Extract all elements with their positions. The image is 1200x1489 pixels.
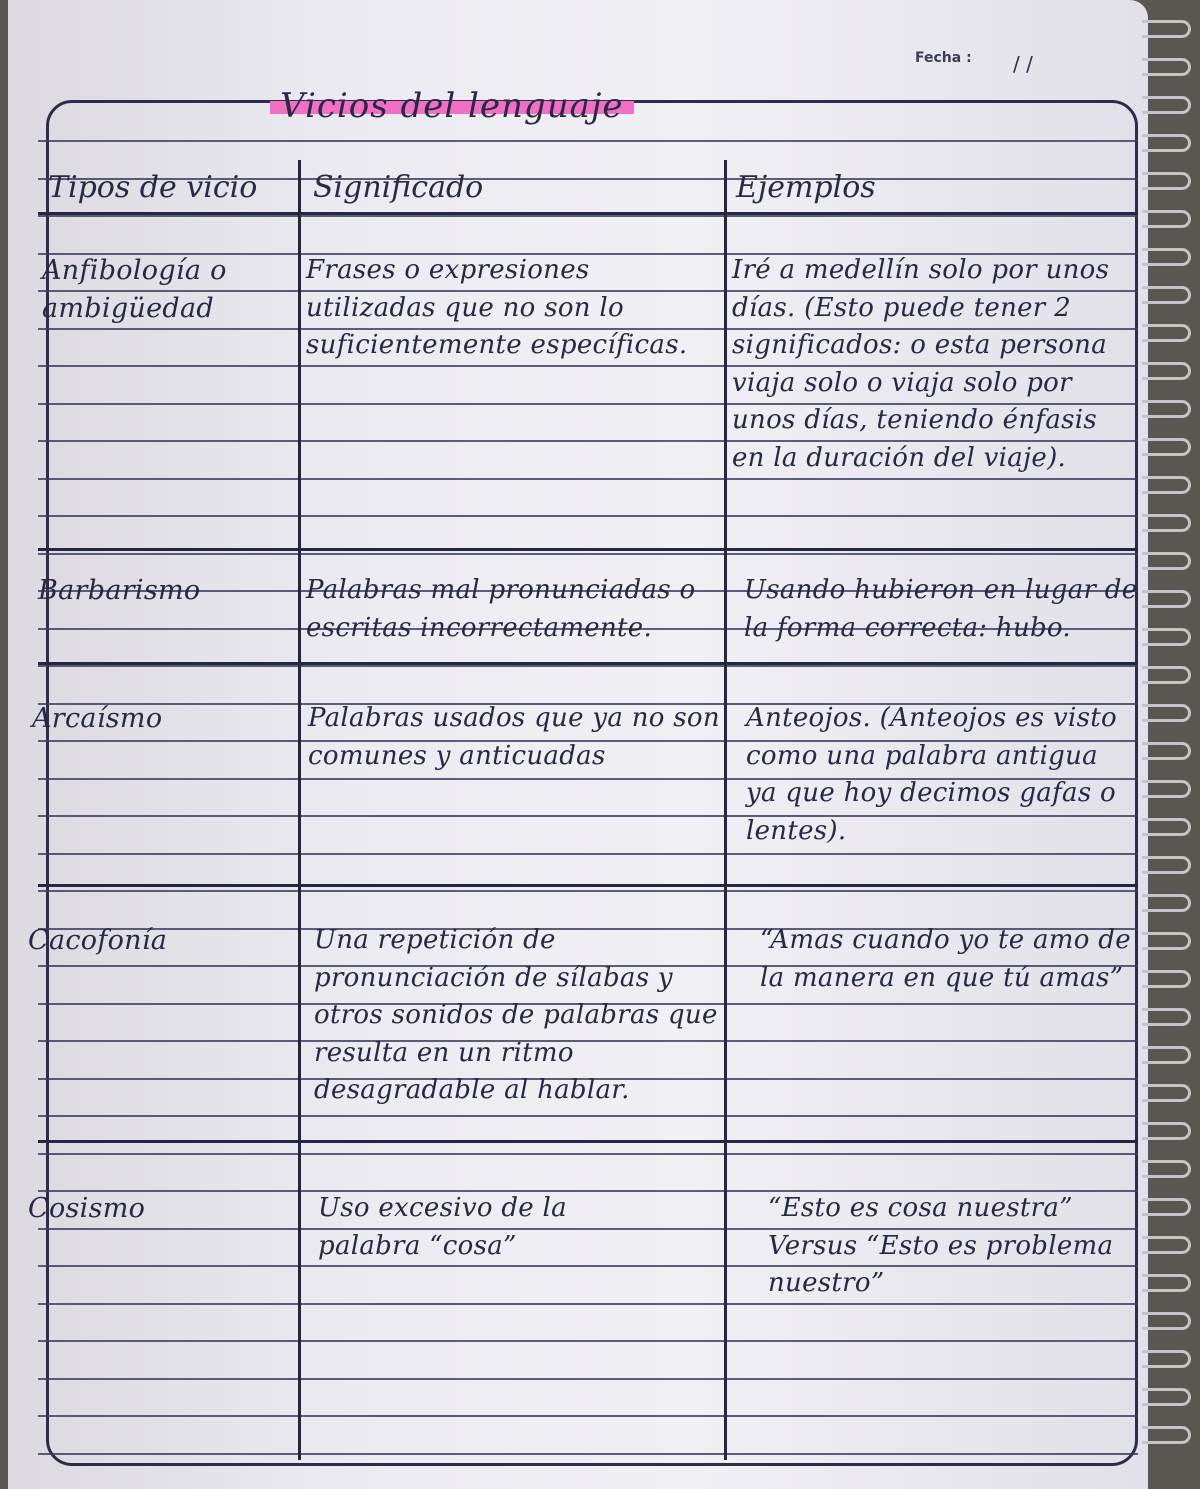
binding-ring — [1142, 628, 1191, 646]
ruled-line — [38, 1303, 1138, 1305]
ruled-line — [38, 140, 1138, 142]
row-arcaismo-significado: Palabras usados que ya no son comunes y anticuadas — [308, 703, 720, 771]
row-separator — [38, 884, 1138, 887]
ruled-line — [38, 853, 1138, 855]
ruled-line — [38, 890, 1138, 892]
binding-ring — [1142, 1160, 1191, 1178]
binding-ring — [1142, 780, 1191, 798]
ruled-line — [38, 1415, 1138, 1417]
binding-ring — [1142, 742, 1191, 760]
binding-ring — [1142, 1008, 1191, 1026]
row-cosismo-significado: Uso excesivo de la palabra “cosa” — [318, 1193, 567, 1261]
binding-ring — [1142, 1122, 1191, 1140]
binding-ring — [1142, 324, 1191, 342]
binding-ring — [1142, 970, 1191, 988]
date-label: Fecha : — [915, 50, 972, 66]
row-anfibologia-tipo: Anfibología o ambigüedad — [42, 255, 227, 324]
binding-ring — [1142, 1312, 1191, 1330]
row-separator — [38, 662, 1138, 665]
ruled-line — [38, 1378, 1138, 1380]
column-header-tipos: Tipos de vicio — [48, 170, 258, 205]
binding-ring — [1142, 704, 1191, 722]
row-cosismo-ejemplo: “Esto es cosa nuestra” Versus “Esto es problema nuestro” — [768, 1193, 1114, 1298]
row-barbarismo-significado: Palabras mal pronunciadas o escritas incorrectamente. — [306, 575, 696, 643]
binding-ring — [1142, 514, 1191, 532]
binding-ring — [1142, 362, 1191, 380]
row-anfibologia-significado: Frases o expresiones utilizadas que no son lo suficientemente específicas. — [306, 255, 688, 360]
binding-ring — [1142, 286, 1191, 304]
ruled-line — [38, 215, 1138, 217]
ruled-line — [38, 1340, 1138, 1342]
ruled-line — [38, 1115, 1138, 1117]
row-barbarismo-tipo: Barbarismo — [38, 575, 201, 606]
binding-ring — [1142, 210, 1191, 228]
column-header-ejemplos: Ejemplos — [736, 170, 876, 205]
binding-ring — [1142, 1426, 1191, 1444]
binding-ring — [1142, 552, 1191, 570]
binding-ring — [1142, 666, 1191, 684]
binding-ring — [1142, 400, 1191, 418]
column-divider-2 — [724, 160, 727, 1460]
spiral-binding — [1142, 20, 1200, 1460]
binding-ring — [1142, 1236, 1191, 1254]
row-separator — [38, 1140, 1138, 1143]
column-divider-1 — [298, 160, 301, 1460]
notebook-page — [8, 0, 1148, 1489]
row-barbarismo-ejemplo: Usando hubieron en lugar de la forma correcta: hubo. — [744, 575, 1138, 643]
binding-ring — [1142, 1388, 1191, 1406]
ruled-line — [38, 515, 1138, 517]
ruled-line — [38, 553, 1138, 555]
row-arcaismo-ejemplo: Anteojos. (Anteojos es visto como una palabra antigua ya que hoy decimos gafas o lentes). — [746, 703, 1117, 846]
binding-ring — [1142, 248, 1191, 266]
ruled-line — [38, 1453, 1138, 1455]
row-cacofonia-tipo: Cacofonía — [28, 925, 168, 956]
row-separator — [38, 212, 1138, 215]
binding-ring — [1142, 476, 1191, 494]
binding-ring — [1142, 1046, 1191, 1064]
page-title: Vicios del lenguaje — [270, 86, 634, 126]
binding-ring — [1142, 20, 1191, 38]
ruled-line — [38, 665, 1138, 667]
ruled-line — [38, 1153, 1138, 1155]
binding-ring — [1142, 1084, 1191, 1102]
binding-ring — [1142, 856, 1191, 874]
ruled-line — [38, 478, 1138, 480]
binding-ring — [1142, 818, 1191, 836]
row-separator — [38, 548, 1138, 551]
binding-ring — [1142, 894, 1191, 912]
binding-ring — [1142, 438, 1191, 456]
row-cacofonia-ejemplo: “Amas cuando yo te amo de la manera en que tú amas” — [760, 925, 1131, 993]
row-anfibologia-ejemplo: Iré a medellín solo por unos días. (Esto puede tener 2 significados: o esta persona viaja solo o viaja solo por unos días, teniendo énfasis en la duración del viaje). — [732, 255, 1110, 473]
binding-ring — [1142, 58, 1191, 76]
row-arcaismo-tipo: Arcaísmo — [32, 703, 163, 734]
binding-ring — [1142, 1198, 1191, 1216]
binding-ring — [1142, 172, 1191, 190]
binding-ring — [1142, 590, 1191, 608]
row-cosismo-tipo: Cosismo — [28, 1193, 146, 1224]
binding-ring — [1142, 1274, 1191, 1292]
column-header-significado: Significado — [313, 170, 484, 205]
binding-ring — [1142, 1350, 1191, 1368]
row-cacofonia-significado: Una repetición de pronunciación de sílabas y otros sonidos de palabras que resulta en un ritmo desagradable al hablar. — [314, 925, 718, 1105]
date-blank: / / — [1013, 52, 1033, 76]
binding-ring — [1142, 932, 1191, 950]
binding-ring — [1142, 134, 1191, 152]
binding-ring — [1142, 96, 1191, 114]
